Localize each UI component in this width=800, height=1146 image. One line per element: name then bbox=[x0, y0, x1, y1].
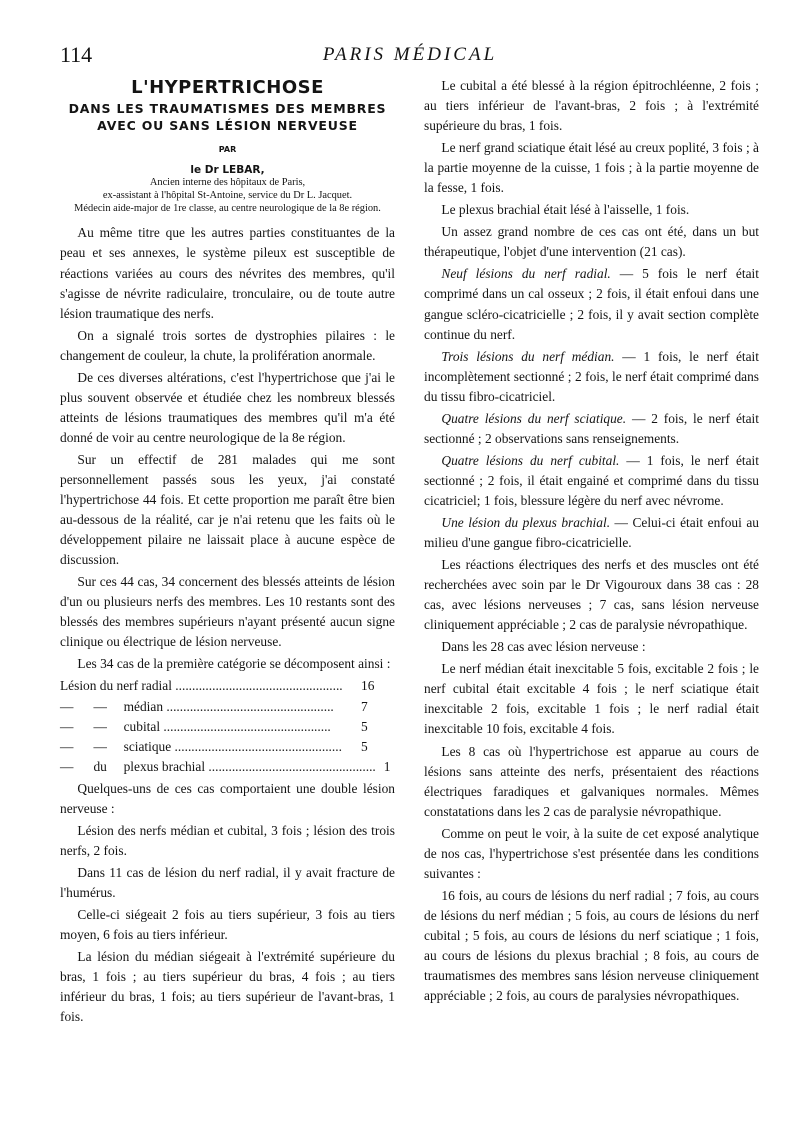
page-number: 114 bbox=[60, 42, 93, 67]
lesion-count-list bbox=[60, 676, 395, 776]
lesion-row: — — sciatique .................................................. 5 bbox=[60, 737, 395, 757]
paragraph: 16 fois, au cours de lésions du nerf radial ; 7 fois, au cours de lésions du nerf médian ; 5 fois, au cours de lésions du nerf cubital ; 5 fois, au cours de lésions du nerf sciatique ; 1 fois, au cours de lésions du plexus brachial ; 8 fois, au cours de traumatismes des membres sans lésion nerveuse cliniquement appréciable ; 2 fois, au cours de paralysies névropathiques. bbox=[424, 887, 759, 1004]
paragraph: Sur un effectif de 281 malades qui me sont personnellement passés sous les yeux, j'ai constaté l'hypertrichose 44 fois. Et cette proportion me paraît être bien au-dessous de la réalité, car je n'ai retenu que les faits où le développement pilaire ne laissait place à aucune espèce de discussion. bbox=[60, 451, 395, 568]
article-title: L'HYPERTRICHOSE bbox=[131, 77, 324, 98]
section-heading: Une lésion du plexus brachial. bbox=[441, 514, 611, 530]
paragraph: Le nerf grand sciatique était lésé au creux poplité, 3 fois ; à la partie moyenne de la cuisse, 1 fois ; à la partie moyenne de la fesse, 1 fois. bbox=[424, 140, 759, 196]
paragraph-text: — Celui-ci était enfoui au milieu d'une gangue fibro-cicatricielle. bbox=[424, 514, 759, 551]
paragraph bbox=[424, 451, 759, 511]
lesion-label: — — cubital bbox=[60, 718, 161, 734]
lesion-row: Lésion du nerf radial .................................................. 16 bbox=[60, 676, 395, 696]
paragraph: Le cubital a été blessé à la région épitrochléenne, 2 fois ; au tiers inférieur de l'avant-bras, 2 fois ; à l'extrémité supérieure du bras, 1 fois. bbox=[424, 78, 759, 134]
paragraph bbox=[424, 264, 759, 344]
paragraph-text: — 2 fois, le nerf était sectionné ; 2 observations sans renseignements. bbox=[424, 410, 760, 446]
paragraph bbox=[424, 513, 759, 553]
section-heading: Neuf lésions du nerf radial. bbox=[441, 266, 611, 282]
paragraph: Le nerf médian était inexcitable 5 fois, excitable 2 fois ; le nerf cubital était excitable 4 fois ; le nerf sciatique était inexcitable 2 fois, excitable 1 fois ; le nerf radial était inexcitable 10 fois, excitable 4 fois. bbox=[424, 661, 759, 737]
paragraph: Un assez grand nombre de ces cas ont été, dans un but thérapeutique, l'objet d'une intervention (21 cas). bbox=[424, 224, 759, 260]
section-heading: Trois lésions du nerf médian. bbox=[441, 348, 615, 364]
article-subtitle: DANS LES TRAUMATISMES DES MEMBRES AVEC OU SANS LÉSION NERVEUSE bbox=[68, 101, 387, 133]
section-heading: Quatre lésions du nerf sciatique. bbox=[441, 410, 627, 426]
lesion-label: — — médian bbox=[60, 698, 164, 714]
page-header bbox=[60, 42, 760, 68]
paragraph: Les 8 cas où l'hypertrichose est apparue au cours de lésions sans atteinte des nerfs, présentaient des réactions électriques faradiques et galvaniques normales. Mêmes constatations dans les 2 cas de paralysie névropathique. bbox=[424, 743, 759, 819]
lesion-row: — — médian .................................................. 7 bbox=[60, 697, 395, 717]
paragraph: La lésion du médian siégeait à l'extrémité supérieure du bras, 1 fois ; au tiers supérieur du bras, 4 fois ; au tiers inférieur du bras, 1 fois; au tiers supérieur de l'avant-bras, 1 fois. bbox=[60, 949, 395, 1025]
paragraph: Les 34 cas de la première catégorie se décomposent ainsi : bbox=[77, 656, 391, 672]
lesion-count: 7 bbox=[361, 698, 368, 714]
section-heading: Quatre lésions du nerf cubital. bbox=[441, 452, 620, 468]
lesion-label: — du plexus brachial bbox=[60, 758, 206, 774]
lesion-count: 1 bbox=[383, 758, 391, 774]
paragraph: Celle-ci siégeait 2 fois au tiers supérieur, 3 fois au tiers moyen, 6 fois au tiers inférieur. bbox=[60, 906, 395, 943]
lesion-row: — du plexus brachial .................................................. 1 bbox=[60, 757, 395, 777]
right-column bbox=[424, 76, 759, 1008]
byline-par: PAR bbox=[218, 145, 237, 154]
paragraph bbox=[424, 409, 759, 449]
affiliation-line: Ancien interne des hôpitaux de Paris, bbox=[149, 177, 306, 189]
author-name: le Dr LEBAR, bbox=[190, 164, 265, 177]
paragraph: Lésion des nerfs médian et cubital, 3 fois ; lésion des trois nerfs, 2 fois. bbox=[60, 822, 395, 858]
running-title: PARIS MÉDICAL bbox=[322, 44, 498, 65]
paragraph: Dans 11 cas de lésion du nerf radial, il y avait fracture de l'humérus. bbox=[60, 864, 395, 900]
lesion-count: 5 bbox=[361, 718, 368, 734]
paragraph: Les réactions électriques des nerfs et des muscles ont été recherchées avec soin par le Dr Vigouroux dans 38 cas : 28 cas, avec lésions nerveuses ; 7 cas, sans lésion nerveuse cliniquement appréciable ; 2 cas de paralysie névropathique. bbox=[424, 557, 759, 633]
affiliation-line: Médecin aide-major de 1re classe, au centre neurologique de la 8e région. bbox=[74, 202, 381, 214]
paragraph: Le plexus brachial était lésé à l'aisselle, 1 fois. bbox=[441, 202, 690, 218]
paragraph: Dans les 28 cas avec lésion nerveuse : bbox=[441, 639, 646, 655]
paragraph: On a signalé trois sortes de dystrophies pilaires : le changement de couleur, la chute, la prolifération anormale. bbox=[60, 327, 395, 363]
paragraph: Au même titre que les autres parties constituantes de la peau et ses annexes, le système pileux est susceptible de réactions variées au cours des névrites des membres, qu'il s'agisse de névrite radiculaire, tronculaire, ou de toute autre lésion traumatique des nerfs. bbox=[60, 225, 395, 321]
lesion-label: — — sciatique bbox=[60, 738, 172, 754]
paragraph-text: — 1 fois, le nerf était sectionné ; 2 fois, il était engainé et comprimé dans du tissu cicatriciel; 1 fois, blessure légère du nerf avec névrome. bbox=[424, 452, 759, 508]
paragraph bbox=[424, 347, 759, 407]
paragraph: Comme on peut le voir, à la suite de cet exposé analytique de nos cas, l'hypertrichose s'est présentée dans les conditions suivantes : bbox=[424, 825, 759, 881]
lesion-label: Lésion du nerf radial bbox=[60, 678, 172, 694]
paragraph: Quelques-uns de ces cas comportaient une double lésion nerveuse : bbox=[60, 780, 395, 816]
paragraph-text: — 5 fois le nerf était comprimé dans un cal osseux ; 2 fois, il était enfoui dans une gangue scléro-cicatricielle ; 2 fois, il y avait section complète continue du nerf. bbox=[424, 266, 759, 342]
lesion-row: — — cubital .................................................. 5 bbox=[60, 717, 395, 737]
paragraph: De ces diverses altérations, c'est l'hypertrichose que j'ai le plus souvent observée et étudiée chez les nombreux blessés atteints de lésions traumatiques des membres qu'il m'a été donné de voir au centre neurologique de la 8e région. bbox=[60, 369, 395, 445]
left-column bbox=[60, 76, 395, 1029]
lesion-count: 5 bbox=[361, 738, 368, 754]
paragraph: Sur ces 44 cas, 34 concernent des blessés atteints de lésion d'un ou plusieurs nerfs des membres. Les 10 restants sont des blessés des membres supérieurs n'ayant présenté aucun signe clinique ou électrique de lésion nerveuse. bbox=[60, 574, 395, 650]
lesion-count: 16 bbox=[361, 678, 375, 694]
paragraph-text: — 1 fois, le nerf était incomplètement sectionné ; 2 fois, le nerf était comprimé dans du tissu fibro-cicatriciel. bbox=[424, 348, 759, 404]
affiliation-line: ex-assistant à l'hôpital St-Antoine, service du Dr L. Jacquet. bbox=[102, 189, 353, 201]
